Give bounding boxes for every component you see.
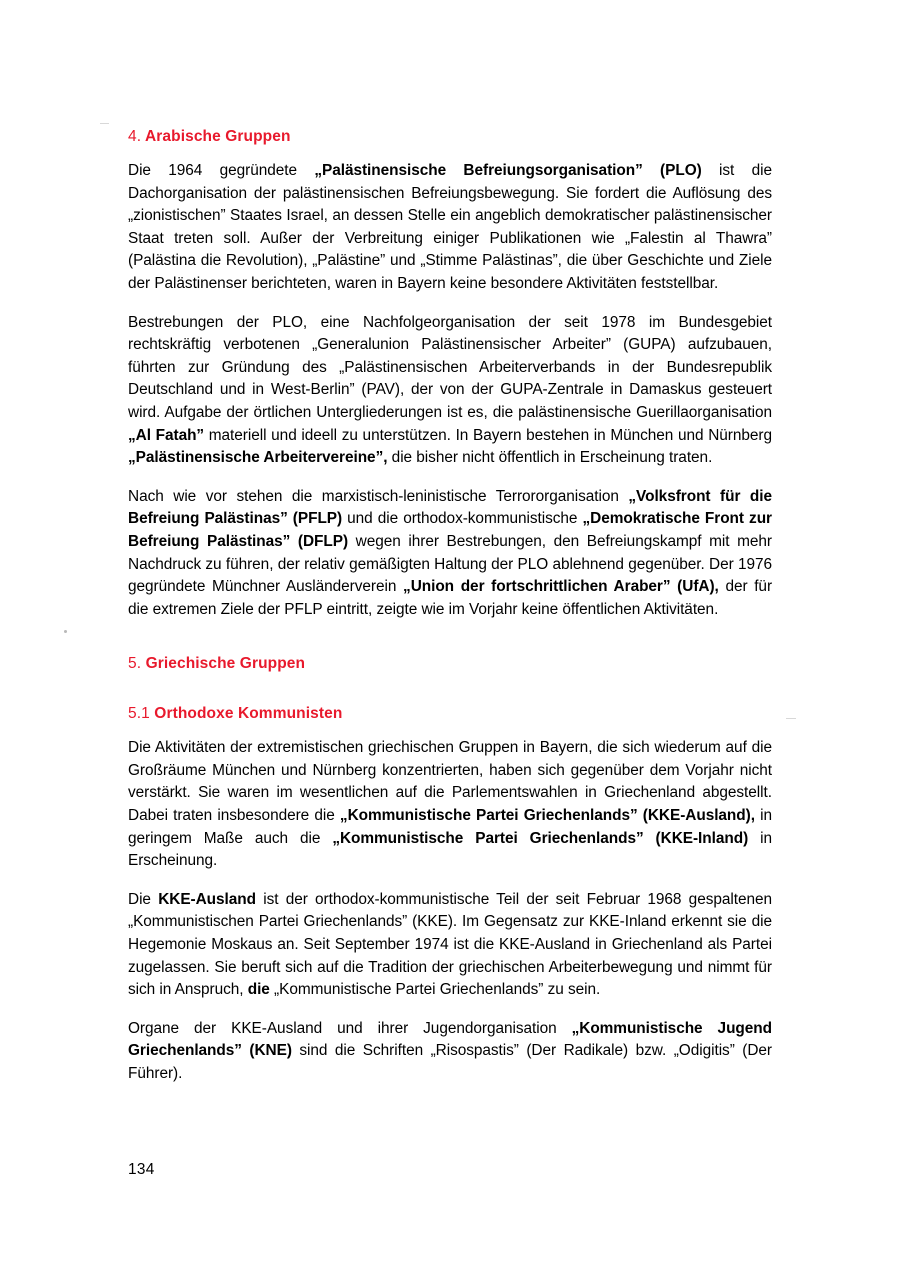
margin-dot-mark	[64, 630, 67, 633]
section-title: Arabische Gruppen	[144, 128, 291, 145]
paragraph-plo-intro: Die 1964 gegründete „Palästinensische Befreiungsorganisation” (PLO) ist die Dachorganisation der palästinensischen Befreiungsbewegung. Sie fordert die Auflösung des „zionistischen” Staates Israel, an dessen Stelle ein angeblich demokratischer palästinensischer Staat treten soll. Außer der Verbreitung einiger Publikationen wie „Falestin al Thawra” (Palästina die Revolution), „Palästine” und „Stimme Palästinas”, die über Geschichte und Ziele der Palästinenser berichteten, waren in Bayern keine besondere Aktivitäten feststellbar.	[128, 162, 772, 292]
paragraph-gupa-pav: Bestrebungen der PLO, eine Nachfolgeorganisation der seit 1978 im Bundesgebiet rechtskräftig verbotenen „Generalunion Palästinensischer Arbeiter” (GUPA) aufzubauen, führten zur Gründung des „Palästinensischen Arbeiterverbands in der Bundesrepublik Deutschland und in West-Berlin” (PAV), der von der GUPA-Zentrale in Damaskus gesteuert wird. Aufgabe der örtlichen Untergliederungen ist es, die palästinensische Guerillaorganisation „Al Fatah” materiell und ideell zu unterstützen. In Bayern bestehen in München und Nürnberg „Palästinensische Arbeitervereine”, die bisher nicht öffentlich in Erscheinung traten.	[128, 313, 772, 467]
section-number: 4.	[128, 128, 142, 145]
section-title: Griechische Gruppen	[145, 655, 306, 673]
page-number: 134	[128, 1161, 155, 1178]
paragraph-kke-ausland: Die KKE-Ausland ist der orthodox-kommunistische Teil der seit Februar 1968 gespaltenen „Kommunistischen Partei Griechenlands” (KKE). Im Gegensatz zur KKE-Inland erkennt sie die Hegemonie Moskaus an. Seit September 1974 ist die KKE-Ausland in Griechenland als Partei zugelassen. Sie beruft sich auf die Tradition der griechischen Arbeiterbewegung und nimmt für sich in Anspruch, die „Kommunistische Partei Griechenlands” zu sein.	[128, 890, 772, 999]
page-content	[128, 128, 772, 1086]
paragraph-pflp-dflp-ufa: Nach wie vor stehen die marxistisch-leninistische Terrororganisation „Volksfront für die Befreiung Palästinas” (PFLP) und die orthodox-kommunistische „Demokratische Front zur Befreiung Palästinas” (DFLP) wegen ihrer Bestrebungen, den Befreiungskampf mit mehr Nachdruck zu führen, der relativ gemäßigten Haltung der PLO ablehnend gegenüber. Der 1976 gegründete Münchner Ausländerverein „Union der fortschrittlichen Araber” (UfA), der für die extremen Ziele der PFLP eintritt, zeigte wie im Vorjahr keine öffentlichen Aktivitäten.	[128, 487, 773, 618]
subsection-number: 5.1	[128, 705, 150, 723]
subsection-spacer	[128, 687, 772, 705]
section-heading-arabische-gruppen	[128, 128, 772, 146]
paragraph-kne-organe: Organe der KKE-Ausland und ihrer Jugendorganisation „Kommunistische Jugend Griechenlands” (KNE) sind die Schriften „Risospastis” (Der Radikale) bzw. „Odigitis” (Der Führer).	[128, 1019, 772, 1082]
section-heading-griechische-gruppen	[128, 655, 772, 673]
section-number: 5.	[128, 655, 142, 673]
paragraph-kke-aktivitaeten: Die Aktivitäten der extremistischen griechischen Gruppen in Bayern, die sich wiederum auf die Großräume München und Nürnberg konzentrierten, haben sich gegenüber dem Vorjahr nicht verstärkt. Sie waren im wesentlichen auf die Parlementswahlen in Griechenland abgestellt. Dabei traten insbesondere die „Kommunistische Partei Griechenlands” (KKE-Ausland), in geringem Maße auch die „Kommunistische Partei Griechenlands” (KKE-Inland) in Erscheinung.	[128, 739, 772, 870]
crop-mark-right	[786, 718, 796, 719]
subsection-title: Orthodoxe Kommunisten	[154, 705, 343, 723]
section-spacer	[128, 621, 772, 655]
subsection-heading-orthodoxe-kommunisten	[128, 705, 772, 723]
crop-mark-top-left	[100, 123, 109, 124]
